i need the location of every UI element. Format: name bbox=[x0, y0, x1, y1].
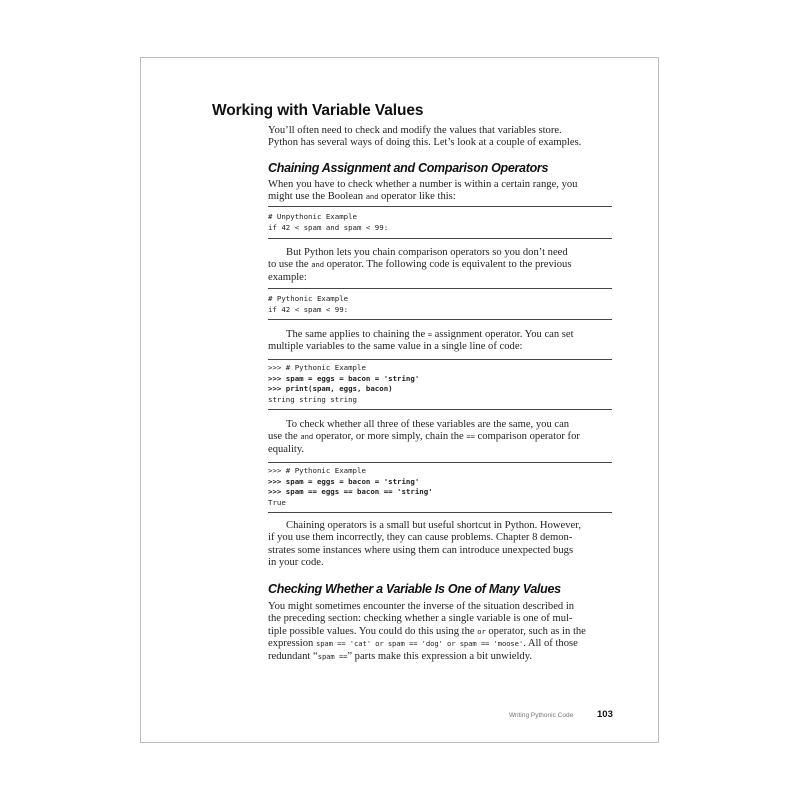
text-line: expression spam == 'cat' or spam == 'dog' or spam == 'moose'. All of those bbox=[268, 638, 578, 650]
checking-paragraph bbox=[268, 601, 614, 663]
text-line: When you have to check whether a number is within a certain range, you bbox=[268, 179, 578, 190]
text-line: redundant “spam ==” parts make this expression a bit unwieldy. bbox=[268, 650, 532, 662]
page-number: 103 bbox=[597, 709, 613, 720]
subsection-heading-chaining: Chaining Assignment and Comparison Operators bbox=[268, 161, 549, 175]
subsection-heading-checking: Checking Whether a Variable Is One of Many Values bbox=[268, 582, 561, 596]
inline-code: == bbox=[466, 432, 475, 442]
code-line: >>> spam = eggs = bacon = 'string' bbox=[268, 476, 420, 486]
code-line: >>> spam == eggs == bacon == 'string' bbox=[268, 487, 433, 497]
text-line: The same applies to chaining the = assignment operator. You can set bbox=[286, 329, 574, 340]
section-title: Working with Variable Values bbox=[212, 102, 424, 119]
text-line: might use the Boolean and operator like this: bbox=[268, 191, 456, 203]
code-line: True bbox=[268, 497, 286, 507]
text-line: equality. bbox=[268, 443, 305, 455]
code-line: if 42 < spam < 99: bbox=[268, 304, 349, 314]
code-block-1 bbox=[268, 206, 612, 239]
code-line: # Unpythonic Example bbox=[268, 212, 357, 221]
inline-code: and bbox=[311, 260, 324, 270]
running-footer: Writing Pythonic Code bbox=[509, 712, 574, 719]
inline-code: spam == bbox=[317, 651, 348, 661]
text-line: tiple possible values. You could do this using the or operator, such as in the bbox=[268, 625, 586, 637]
text-line: if you use them incorrectly, they can cause problems. Chapter 8 demon- bbox=[268, 532, 573, 544]
text-line: Chaining operators is a small but useful shortcut in Python. However, bbox=[286, 520, 581, 531]
text-line: To check whether all three of these variables are the same, you can bbox=[286, 419, 570, 430]
text-line: But Python lets you chain comparison operators so you don’t need bbox=[286, 247, 568, 258]
text-line: the preceding section: checking whether a single variable is one of mul- bbox=[268, 613, 573, 625]
code-line: >>> # Pythonic Example bbox=[268, 363, 366, 372]
text-line: strates some instances where using them can introduce unexpected bugs bbox=[268, 544, 574, 556]
chaining-paragraph-4 bbox=[268, 419, 614, 456]
code-block-2 bbox=[268, 288, 612, 320]
code-line: string string string bbox=[268, 394, 357, 404]
intro-line: You’ll often need to check and modify the values that variables store. bbox=[268, 125, 562, 136]
code-line: >>> print(spam, eggs, bacon) bbox=[268, 384, 393, 394]
chaining-paragraph-2 bbox=[268, 247, 614, 284]
chaining-paragraph-1 bbox=[268, 179, 614, 204]
text-line: use the and operator, or more simply, chain the == comparison operator for bbox=[268, 431, 580, 443]
code-line: if 42 < spam and spam < 99: bbox=[268, 222, 389, 232]
chaining-paragraph-5 bbox=[268, 520, 614, 570]
intro-line: Python has several ways of doing this. Let’s look at a couple of examples. bbox=[268, 137, 582, 149]
text-line: in your code. bbox=[268, 557, 324, 569]
code-line: # Pythonic Example bbox=[268, 294, 349, 303]
text-line: multiple variables to the same value in a single line of code: bbox=[268, 341, 523, 353]
code-block-4 bbox=[268, 462, 612, 513]
text-line: example: bbox=[268, 271, 307, 283]
code-line: >>> # Pythonic Example bbox=[268, 466, 366, 475]
inline-code: and bbox=[300, 432, 314, 442]
text-line: to use the and operator. The following code is equivalent to the previous bbox=[268, 259, 572, 271]
inline-code: or bbox=[477, 626, 486, 636]
code-line: >>> spam = eggs = bacon = 'string' bbox=[268, 373, 420, 383]
chaining-paragraph-3 bbox=[268, 329, 614, 354]
inline-code: = bbox=[427, 330, 433, 339]
text-line: You might sometimes encounter the inverse of the situation described in bbox=[268, 601, 575, 612]
code-block-3 bbox=[268, 359, 612, 410]
inline-code: spam == 'cat' or spam == 'dog' or spam == 'moose' bbox=[315, 639, 524, 649]
book-page bbox=[140, 57, 659, 743]
intro-paragraph bbox=[268, 125, 614, 150]
inline-code: and bbox=[365, 192, 379, 202]
